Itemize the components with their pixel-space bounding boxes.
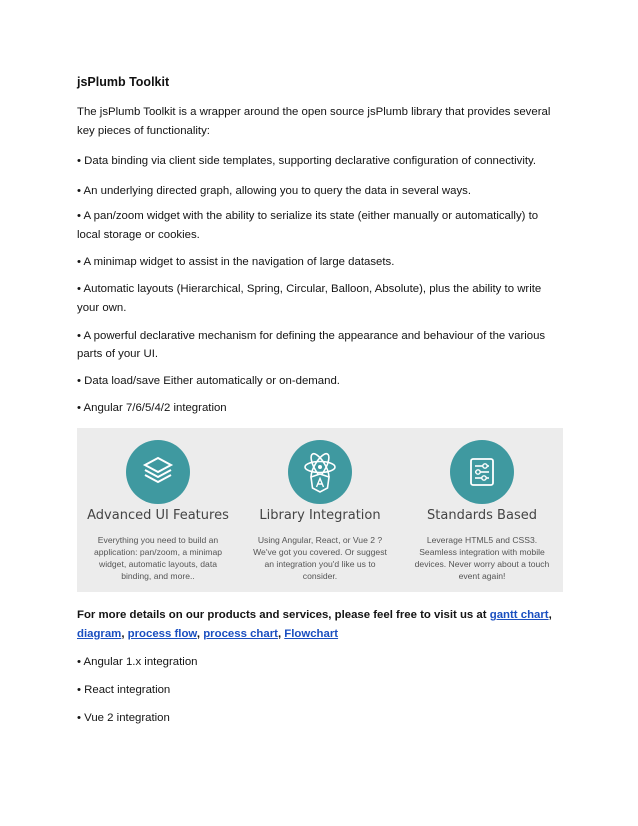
bullet-react: • React integration xyxy=(77,684,171,696)
link-process-chart[interactable]: process chart xyxy=(203,628,278,640)
bullet-declarative-cont: parts of your UI. xyxy=(77,348,159,360)
link-diagram[interactable]: diagram xyxy=(77,628,122,640)
page-title: jsPlumb Toolkit xyxy=(77,75,170,89)
feature-description: Everything you need to build an application: pan/zoom, a minimap widget, automatic layouts, data binding, and more.. xyxy=(93,535,223,581)
feature-title: Advanced UI Features xyxy=(87,508,229,523)
link-gantt-chart[interactable]: gantt chart xyxy=(489,609,549,621)
link-separator: , xyxy=(548,609,552,621)
link-separator: , xyxy=(121,628,128,640)
bullet-declarative: • A powerful declarative mechanism for defining the appearance and behaviour of the various xyxy=(77,330,546,342)
feature-standards-based xyxy=(401,428,563,592)
angular-react-icon xyxy=(289,441,351,503)
feature-title: Standards Based xyxy=(427,508,537,523)
feature-description: Using Angular, React, or Vue 2 ? We've got you covered. Or suggest an integration you'd like us to consider. xyxy=(253,535,387,581)
bullet-vue-2: • Vue 2 integration xyxy=(77,712,170,724)
link-separator: , xyxy=(277,628,285,640)
link-process-flow[interactable]: process flow xyxy=(127,628,197,640)
more-details-prefix: For more details on our products and services, please feel free to visit us at xyxy=(77,609,490,621)
intro-line-2: key pieces of functionality: xyxy=(77,125,210,137)
bullet-pan-zoom-cont: local storage or cookies. xyxy=(77,229,200,241)
settings-sliders-icon xyxy=(451,441,513,503)
link-flowchart[interactable]: Flowchart xyxy=(284,628,339,640)
bullet-minimap: • A minimap widget to assist in the navigation of large datasets. xyxy=(77,256,395,268)
bullet-angular-integration: • Angular 7/6/5/4/2 integration xyxy=(77,402,227,414)
feature-title: Library Integration xyxy=(259,508,381,523)
bullet-pan-zoom: • A pan/zoom widget with the ability to serialize its state (either manually or automatically) to xyxy=(77,210,539,222)
feature-advanced-ui xyxy=(77,428,239,592)
bullet-angular-1x: • Angular 1.x integration xyxy=(77,656,198,668)
bullet-data-load: • Data load/save Either automatically or on-demand. xyxy=(77,375,340,387)
link-separator: , xyxy=(196,628,204,640)
bullet-layouts-cont: your own. xyxy=(77,302,127,314)
bullet-directed-graph: • An underlying directed graph, allowing you to query the data in several ways. xyxy=(77,185,472,197)
intro-line-1: The jsPlumb Toolkit is a wrapper around the open source jsPlumb library that provides several xyxy=(77,106,551,118)
layers-icon xyxy=(127,441,189,503)
feature-description: Leverage HTML5 and CSS3. Seamless integration with mobile devices. Never worry about a touch event again! xyxy=(414,535,550,581)
features-banner xyxy=(77,428,563,592)
bullet-data-binding: • Data binding via client side templates, supporting declarative configuration of connectivity. xyxy=(77,155,537,167)
bullet-layouts: • Automatic layouts (Hierarchical, Spring, Circular, Balloon, Absolute), plus the ability to write xyxy=(77,283,542,295)
more-details-paragraph xyxy=(77,606,567,644)
feature-library-integration xyxy=(239,428,401,592)
